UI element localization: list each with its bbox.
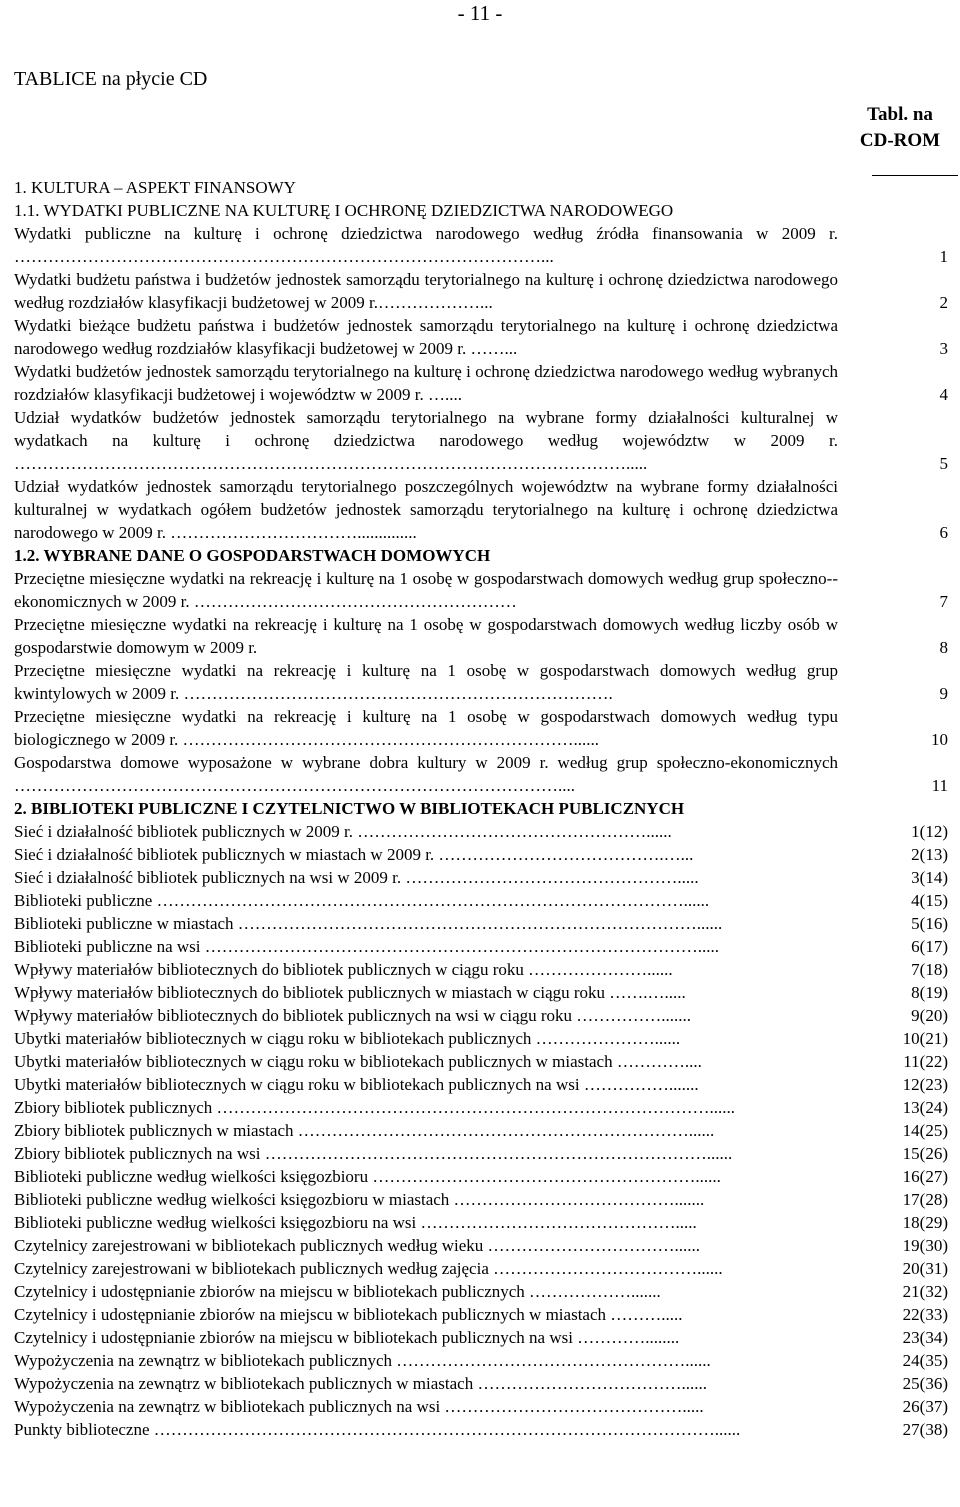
toc-entry-title: Wypożyczenia na zewnątrz w bibliotekach publicznych w miastach ………………………………...... [14,1374,707,1393]
toc-entry-table-number: 3(14) [911,868,948,887]
toc-entry-table-number: 2(13) [911,845,948,864]
toc-entry-title: Zbiory bibliotek publicznych na wsi ……………………………………………………………………...... [14,1144,733,1163]
toc-entry[interactable] [14,360,954,406]
toc-entry-table-number: 20(31) [902,1259,948,1278]
toc-entry-title: Ubytki materiałów bibliotecznych w ciągu roku w bibliotekach publicznych na wsi ……………....... [14,1075,699,1094]
toc-entry-table-number: 13(24) [902,1098,948,1117]
toc-entry[interactable] [14,866,954,889]
toc-entry-title: Czytelnicy zarejestrowani w bibliotekach publicznych według wieku ……………………………...... [14,1236,700,1255]
section-title: TABLICE na płycie CD [14,68,208,90]
toc-entry-table-number: 14(25) [902,1121,948,1140]
toc-entry-title: Wydatki budżetów jednostek samorządu terytorialnego na kulturę i ochronę dziedzictwa narodowego według wybranych rozdziałów klasyfikacji budżetowej i województw w 2009 r. ….... [14,362,838,404]
toc-entry-title: Sieć i działalność bibliotek publicznych w 2009 r. ……………………………………………...... [14,822,672,841]
toc-entry[interactable] [14,222,954,268]
toc-entry-table-number: 10(21) [902,1029,948,1048]
toc-entry-table-number: 2 [939,293,948,312]
page-number: - 11 - [457,1,503,25]
toc-entry-title: Czytelnicy i udostępnianie zbiorów na miejscu w bibliotekach publicznych w miastach ………..... [14,1305,683,1324]
toc-entry-title: Przeciętne miesięczne wydatki na rekreację i kulturę na 1 osobę w gospodarstwach domowych według grup kwintylowych w 2009 r. …………………………………………………………………. [14,661,838,703]
heading-1: 1. KULTURA – ASPEKT FINANSOWY [14,178,296,197]
toc-entry-table-number: 26(37) [902,1397,948,1416]
column-header [848,102,952,154]
toc-entry[interactable] [14,1050,954,1073]
toc-entry-title: Biblioteki publiczne według wielkości księgozbioru w miastach …………………………………....... [14,1190,705,1209]
toc-entry-table-number: 4(15) [911,891,948,910]
toc-entry-table-number: 11 [931,776,948,795]
toc-entry-table-number: 4 [939,385,948,404]
toc-entry[interactable] [14,1119,954,1142]
toc-entry-table-number: 23(34) [902,1328,948,1347]
toc-entry-title: Przeciętne miesięczne wydatki na rekreację i kulturę na 1 osobę w gospodarstwach domowych według grup społeczno--ekonomicznych w 2009 r. ………………………………………………… [14,569,838,611]
toc-entry-title: Czytelnicy zarejestrowani w bibliotekach publicznych według zajęcia ………………………………...... [14,1259,723,1278]
toc-entry-title: Wpływy materiałów bibliotecznych do bibliotek publicznych w ciągu roku …………………...... [14,960,673,979]
list-1-2 [14,567,954,797]
toc-entry-table-number: 5(16) [911,914,948,933]
toc-entry-table-number: 1(12) [911,822,948,841]
toc-entry[interactable] [14,820,954,843]
toc-entry-table-number: 18(29) [902,1213,948,1232]
toc-entry[interactable] [14,705,954,751]
heading-1-1: 1.1. WYDATKI PUBLICZNE NA KULTURĘ I OCHRONĘ DZIEDZICTWA NARODOWEGO [14,201,674,220]
toc-entry-table-number: 15(26) [902,1144,948,1163]
toc-entry-title: Wydatki publiczne na kulturę i ochronę dziedzictwa narodowego według źródła finansowania w 2009 r. …………………………………………………………………………………... [14,224,838,266]
toc-entry-title: Wypożyczenia na zewnątrz w bibliotekach publicznych ……………………………………………...... [14,1351,711,1370]
toc-entry-table-number: 27(38) [902,1420,948,1439]
toc-entry[interactable] [14,1280,954,1303]
toc-entry-table-number: 10 [931,730,948,749]
heading-1-2-number: 1.2. [14,546,44,565]
toc-entry[interactable] [14,613,954,659]
toc-entry[interactable] [14,889,954,912]
toc-entry-title: Gospodarstwa domowe wyposażone w wybrane dobra kultury w 2009 r. według grup społeczno-ekonomicznych …………………………………………………………………………………….... [14,753,838,795]
toc-entry-title: Biblioteki publiczne …………………………………………………………………………………...... [14,891,710,910]
toc-entry[interactable] [14,1418,954,1441]
toc-entry-table-number: 21(32) [902,1282,948,1301]
toc-entry-title: Biblioteki publiczne według wielkości księgozbioru …………………………………………………...... [14,1167,721,1186]
toc-entry-title: Biblioteki publiczne na wsi ……………………………………………………………………………..... [14,937,719,956]
toc-entry[interactable] [14,1096,954,1119]
toc-entry-title: Wydatki bieżące budżetu państwa i budżetów jednostek samorządu terytorialnego na kulturę i ochronę dziedzictwa narodowego według rozdziałów klasyfikacji budżetowej w 2009 r. ……... [14,316,838,358]
toc-entry-table-number: 1 [939,247,948,266]
toc-entry[interactable] [14,1004,954,1027]
toc-entry[interactable] [14,1073,954,1096]
toc-entry-title: Wpływy materiałów bibliotecznych do bibliotek publicznych w miastach w ciągu roku …….…..... [14,983,686,1002]
toc-entry[interactable] [14,1257,954,1280]
toc-entry[interactable] [14,659,954,705]
toc-entry-title: Ubytki materiałów bibliotecznych w ciągu roku w bibliotekach publicznych w miastach ………….... [14,1052,702,1071]
column-header-line: Tabl. na [867,104,933,125]
toc-entry[interactable] [14,1211,954,1234]
toc-entry[interactable] [14,751,954,797]
toc-entry-title: Zbiory bibliotek publicznych w miastach ……………………………………………………………...... [14,1121,715,1140]
toc-entry[interactable] [14,1234,954,1257]
toc-entry-title: Biblioteki publiczne w miastach ………………………………………………………………………...... [14,914,723,933]
toc-entry-table-number: 9(20) [911,1006,948,1025]
toc-entry-table-number: 24(35) [902,1351,948,1370]
toc-entry-title: Zbiory bibliotek publicznych ……………………………………………………………………………...... [14,1098,736,1117]
toc-entry[interactable] [14,912,954,935]
list-1-1 [14,222,954,544]
toc-entry[interactable] [14,1303,954,1326]
toc-entry-table-number: 22(33) [902,1305,948,1324]
toc-entry-title: Sieć i działalność bibliotek publicznych na wsi w 2009 r. …………………………………………..... [14,868,699,887]
toc-entry-table-number: 16(27) [902,1167,948,1186]
toc-entry-title: Punkty biblioteczne ………………………………………………………………………………………...... [14,1420,741,1439]
toc-entry-table-number: 11(22) [903,1052,948,1071]
heading-1-2-text: WYBRANE DANE O GOSPODARSTWACH DOMOWYCH [43,546,491,565]
toc-entry-title: Przeciętne miesięczne wydatki na rekreację i kulturę na 1 osobę w gospodarstwach domowych według typu biologicznego w 2009 r. ……………………………………………………………...... [14,707,838,749]
toc-entry[interactable] [14,475,954,544]
toc-entry-table-number: 6(17) [911,937,948,956]
toc-entry[interactable] [14,1165,954,1188]
toc-entry-table-number: 7 [939,592,948,611]
toc-entry-table-number: 12(23) [902,1075,948,1094]
table-of-contents [14,176,954,1441]
toc-entry[interactable] [14,1326,954,1349]
toc-entry-table-number: 25(36) [902,1374,948,1393]
heading-1-2 [14,544,852,567]
toc-entry[interactable] [14,1142,954,1165]
list-2 [14,820,954,1441]
toc-entry-table-number: 5 [939,454,948,473]
toc-entry[interactable] [14,1027,954,1050]
toc-entry-table-number: 3 [939,339,948,358]
toc-entry[interactable] [14,1188,954,1211]
toc-entry[interactable] [14,958,954,981]
toc-entry-table-number: 8(19) [911,983,948,1002]
toc-entry-title: Czytelnicy i udostępnianie zbiorów na miejscu w bibliotekach publicznych na wsi …………........ [14,1328,680,1347]
toc-entry[interactable] [14,843,954,866]
toc-entry-table-number: 7(18) [911,960,948,979]
toc-entry-title: Przeciętne miesięczne wydatki na rekreację i kulturę na 1 osobę w gospodarstwach domowych według liczby osób w gospodarstwie domowym w 2009 r. [14,615,838,657]
toc-entry-table-number: 19(30) [902,1236,948,1255]
toc-entry-title: Ubytki materiałów bibliotecznych w ciągu roku w bibliotekach publicznych …………………...... [14,1029,681,1048]
toc-entry-title: Wypożyczenia na zewnątrz w bibliotekach publicznych na wsi ……………………………………..... [14,1397,704,1416]
toc-entry[interactable] [14,1395,954,1418]
toc-entry-table-number: 17(28) [902,1190,948,1209]
toc-entry-title: Wpływy materiałów bibliotecznych do bibliotek publicznych na wsi w ciągu roku ……………....... [14,1006,692,1025]
toc-entry[interactable] [14,935,954,958]
toc-entry[interactable] [14,1372,954,1395]
toc-entry-title: Czytelnicy i udostępnianie zbiorów na miejscu w bibliotekach publicznych ………………....... [14,1282,661,1301]
toc-entry[interactable] [14,406,954,475]
toc-entry[interactable] [14,268,954,314]
toc-entry-table-number: 8 [939,638,948,657]
toc-entry-table-number: 6 [939,523,948,542]
toc-entry-title: Udział wydatków jednostek samorządu terytorialnego poszczególnych województw na wybrane formy działalności kulturalnej w wydatkach ogółem budżetów jednostek samorządu terytorialnego na kulturę i ochronę dziedzictwa narodowego w 2009 r. …………………………….............. [14,477,838,542]
toc-entry[interactable] [14,567,954,613]
toc-entry-title: Wydatki budżetu państwa i budżetów jednostek samorządu terytorialnego na kulturę i ochronę dziedzictwa narodowego według rozdziałów klasyfikacji budżetowej w 2009 r.………………... [14,270,838,312]
toc-entry-title: Sieć i działalność bibliotek publicznych w miastach w 2009 r. ………………………………….…... [14,845,694,864]
toc-entry[interactable] [14,1349,954,1372]
column-header-line: CD-ROM [859,130,941,151]
toc-entry-table-number: 9 [939,684,948,703]
toc-entry-title: Biblioteki publiczne według wielkości księgozbioru na wsi ………………………………………..... [14,1213,697,1232]
heading-2: 2. BIBLIOTEKI PUBLICZNE I CZYTELNICTWO W BIBLIOTEKACH PUBLICZNYCH [14,799,685,818]
toc-entry[interactable] [14,314,954,360]
toc-entry-title: Udział wydatków budżetów jednostek samorządu terytorialnego na wybrane formy działalności kulturalnej w wydatkach na kulturę i ochronę dziedzictwa narodowego według województw w 2009 r. ………………………………………………………………………………………………..... [14,408,838,473]
toc-entry[interactable] [14,981,954,1004]
